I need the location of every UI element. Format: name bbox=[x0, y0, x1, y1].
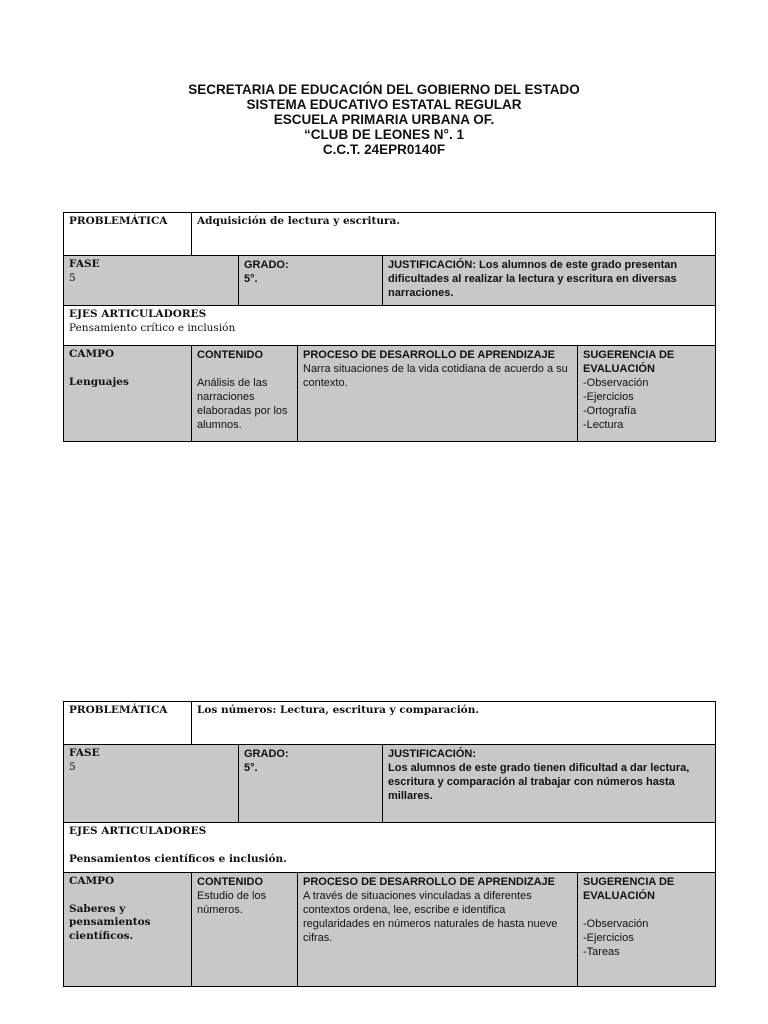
pda-cell bbox=[298, 873, 578, 987]
ejes-cell bbox=[64, 306, 716, 346]
pda-cell bbox=[298, 346, 578, 442]
row-campo bbox=[64, 873, 716, 987]
grado-label: GRADO: bbox=[244, 259, 289, 271]
grado-value: 5°. bbox=[244, 273, 258, 285]
grado-value: 5°. bbox=[244, 762, 258, 774]
problematica-label: PROBLEMÁTICA bbox=[64, 213, 192, 256]
justificacion-cell bbox=[383, 745, 716, 823]
row-problematica bbox=[64, 702, 716, 745]
sugerencia-item: -Tareas bbox=[583, 946, 620, 958]
header-line-secretaria: SECRETARIA DE EDUCACIÓN DEL GOBIERNO DEL ESTADO bbox=[188, 82, 580, 97]
campo-cell bbox=[64, 346, 192, 442]
contenido-value: Análisis de las narraciones elaboradas por los alumnos. bbox=[197, 377, 288, 431]
campo-value: Lenguajes bbox=[69, 375, 129, 388]
sugerencia-label: SUGERENCIA DE EVALUACIÓN bbox=[583, 876, 675, 902]
grado-cell bbox=[239, 745, 383, 823]
row-campo bbox=[64, 346, 716, 442]
contenido-cell bbox=[192, 873, 298, 987]
campo-label: CAMPO bbox=[69, 348, 115, 360]
pda-value: A través de situaciones vinculadas a diferentes contextos ordena, lee, escribe e identifica regularidades en números naturales de hasta nueve cifras. bbox=[303, 890, 558, 944]
header-line-escuela: ESCUELA PRIMARIA URBANA OF. bbox=[273, 112, 495, 127]
pda-label: PROCESO DE DESARROLLO DE APRENDIZAJE bbox=[303, 876, 556, 888]
contenido-label: CONTENIDO bbox=[197, 876, 263, 888]
grado-cell bbox=[239, 256, 383, 306]
problematica-value: Los números: Lectura, escritura y comparación. bbox=[192, 702, 716, 745]
sugerencia-item: -Lectura bbox=[583, 419, 624, 431]
fase-cell bbox=[64, 745, 239, 823]
justificacion-label: JUSTIFICACIÓN: bbox=[388, 748, 476, 760]
campo-value: Saberes y pensamientos científicos. bbox=[69, 902, 151, 942]
sugerencia-cell bbox=[578, 346, 716, 442]
campo-label: CAMPO bbox=[69, 875, 115, 887]
sugerencia-item: -Ejercicios bbox=[583, 932, 634, 944]
sugerencia-cell bbox=[578, 873, 716, 987]
sugerencia-item: -Ejercicios bbox=[583, 391, 634, 403]
fase-cell bbox=[64, 256, 239, 306]
fase-value: 5 bbox=[69, 760, 76, 773]
fase-label: FASE bbox=[69, 747, 100, 759]
sugerencia-item: -Ortografía bbox=[583, 405, 637, 417]
contenido-label: CONTENIDO bbox=[197, 349, 263, 361]
ejes-label: EJES ARTICULADORES bbox=[69, 308, 207, 320]
fase-label: FASE bbox=[69, 258, 100, 270]
contenido-value: Estudio de los números. bbox=[197, 890, 267, 916]
row-ejes bbox=[64, 306, 716, 346]
row-ejes bbox=[64, 823, 716, 873]
row-fase bbox=[64, 256, 716, 306]
planning-table-2 bbox=[63, 701, 716, 987]
ejes-value: Pensamientos científicos e inclusión. bbox=[69, 852, 287, 865]
fase-value: 5 bbox=[69, 271, 76, 284]
row-fase bbox=[64, 745, 716, 823]
header-line-sistema: SISTEMA EDUCATIVO ESTATAL REGULAR bbox=[246, 97, 522, 112]
sugerencia-item: -Observación bbox=[583, 918, 649, 930]
ejes-cell bbox=[64, 823, 716, 873]
justificacion-text: JUSTIFICACIÓN: Los alumnos de este grado presentan dificultades al realizar la lectura y escritura en diversas narraciones. bbox=[383, 256, 716, 306]
planning-table-1 bbox=[63, 212, 716, 442]
contenido-cell bbox=[192, 346, 298, 442]
ejes-label: EJES ARTICULADORES bbox=[69, 825, 207, 837]
sugerencia-label: SUGERENCIA DE EVALUACIÓN bbox=[583, 349, 675, 375]
header-line-club: “CLUB DE LEONES N°. 1 bbox=[304, 127, 464, 142]
row-problematica bbox=[64, 213, 716, 256]
problematica-value: Adquisición de lectura y escritura. bbox=[192, 213, 716, 256]
ejes-value: Pensamiento crítico e inclusión bbox=[69, 321, 236, 334]
pda-label: PROCESO DE DESARROLLO DE APRENDIZAJE bbox=[303, 349, 556, 361]
grado-label: GRADO: bbox=[244, 748, 289, 760]
header-line-cct: C.C.T. 24EPR0140F bbox=[322, 142, 446, 157]
justificacion-value: Los alumnos de este grado tienen dificultad a dar lectura, escritura y comparación al trabajar con números hasta millares. bbox=[388, 762, 690, 802]
problematica-label: PROBLEMÁTICA bbox=[64, 702, 192, 745]
pda-value: Narra situaciones de la vida cotidiana de acuerdo a su contexto. bbox=[303, 363, 568, 389]
sugerencia-item: -Observación bbox=[583, 377, 649, 389]
document-header bbox=[0, 82, 768, 157]
campo-cell bbox=[64, 873, 192, 987]
